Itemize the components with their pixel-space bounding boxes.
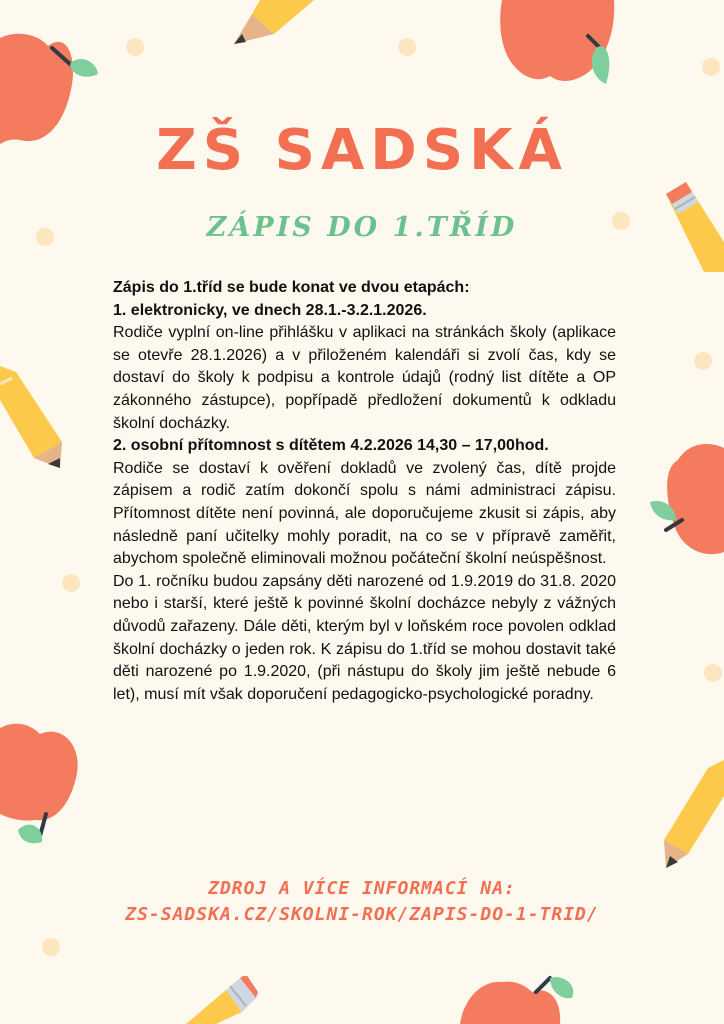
- announcement-body: [113, 277, 616, 706]
- apple-icon: [496, 0, 624, 90]
- stage1-text: Rodiče vyplní on-line přihlášku v aplikaci na stránkách školy (aplikace se otevře 28.1.2026) a v přiloženém kalendáři si zvolí čas, kdy se dostaví do školy k podpisu a kontrole údajů (rodný list dítěte a OP zákonného zástupce), popřípadě předložení dokumentů k odkladu školní docházky.: [113, 324, 616, 432]
- dot: [62, 574, 80, 592]
- dot: [42, 938, 60, 956]
- pencil-icon: [0, 366, 66, 470]
- pencil-icon: [660, 760, 724, 872]
- dot: [694, 352, 712, 370]
- apple-icon: [0, 718, 84, 850]
- apple-icon: [648, 440, 724, 564]
- dot: [704, 664, 722, 682]
- page-subtitle: ZÁPIS DO 1.TŘÍD: [206, 212, 518, 243]
- stage2-heading: 2. osobní přítomnost s dítětem 4.2.2026 14,30 – 17,00hod.: [113, 437, 549, 455]
- page-title: ZŠ SADSKÁ: [156, 118, 568, 183]
- pencil-icon: [186, 976, 258, 1024]
- footer-source-label: ZDROJ A VÍCE INFORMACÍ NA:: [208, 878, 516, 899]
- eligibility-text: Do 1. ročníku budou zapsány děti narozené od 1.9.2019 do 31.8. 2020 nebo i starší, které ještě k povinné školní docházce nebyly z vážných důvodů zařazeny. Dále děti, kterým byl v loňském roce povolen odklad školní docházky o jeden rok. K zápisu do 1.tříd se mohou dostavit také děti narozené po 1.9.2020, (při nástupu do školy jim ještě nebude 6 let), musí mít však doporučení pedagogicko-psychologické poradny.: [113, 572, 616, 703]
- stage1-heading: 1. elektronicky, ve dnech 28.1.-3.2.1.2026.: [113, 301, 427, 319]
- apple-icon: [454, 968, 584, 1024]
- footer-url[interactable]: ZS-SADSKA.CZ/SKOLNI-ROK/ZAPIS-DO-1-TRID/: [125, 904, 599, 925]
- intro-text: Zápis do 1.tříd se bude konat ve dvou etapách:: [113, 279, 470, 296]
- stage2-text: Rodiče se dostaví k ověření dokladů ve zvolený čas, dítě projde zápisem a rodič zatím dokončí spolu s námi administraci zápisu. Přítomnost dítěte není povinná, ale doporučujeme zkusit si zápis, aby následně paní učitelky mohly poradit, na co se v přípravě zaměřit, abychom společně eliminovali možnou počáteční školní neúspěšnost.: [113, 459, 616, 568]
- pencil-icon: [224, 0, 314, 50]
- dot: [702, 58, 720, 76]
- dot: [126, 38, 144, 56]
- dot: [398, 38, 416, 56]
